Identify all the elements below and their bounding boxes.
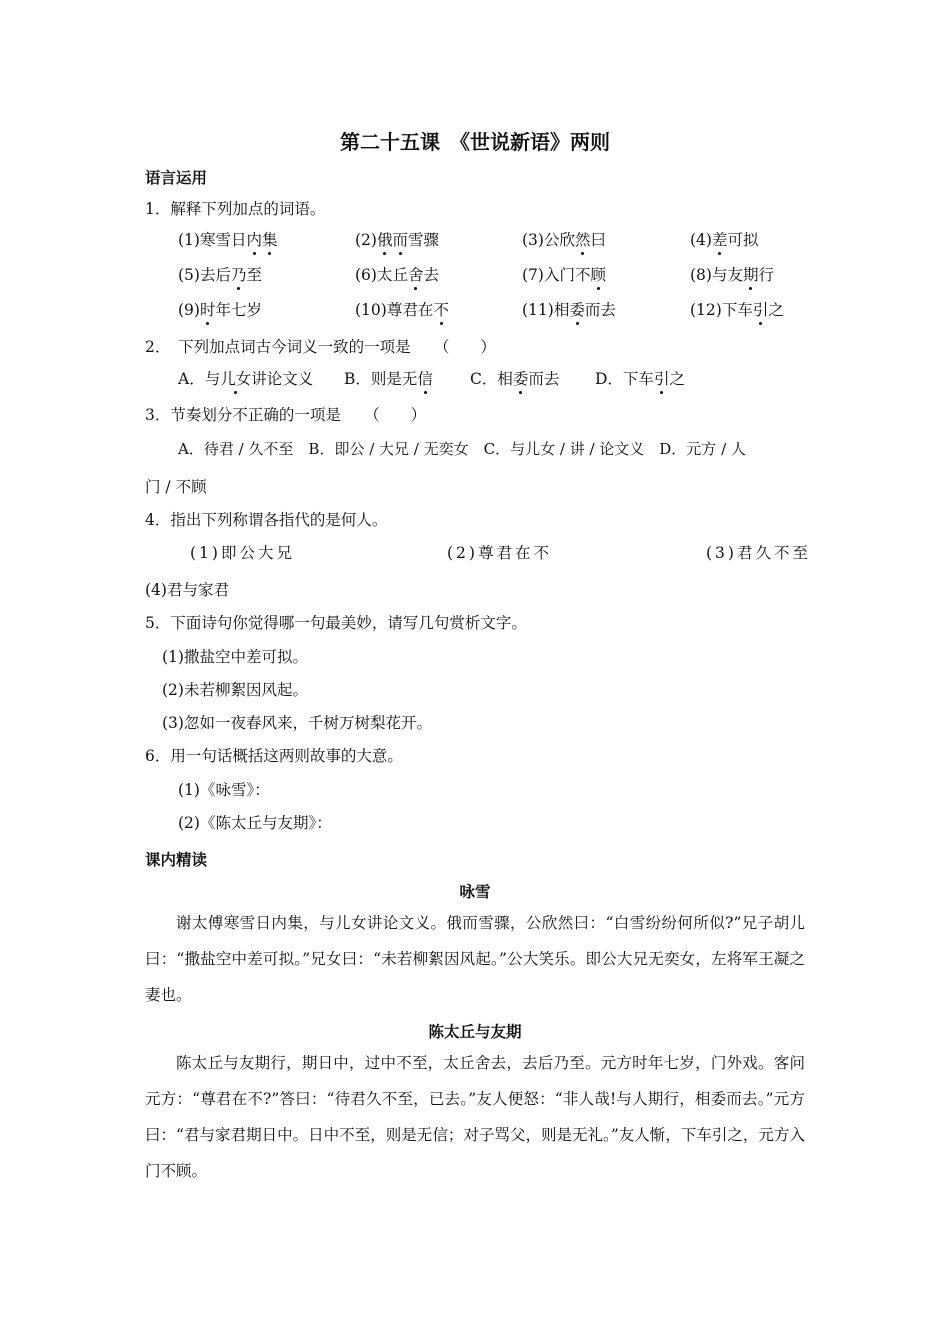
- q2-option-b: B．则是无信: [344, 370, 433, 388]
- q1-item-1: (1)寒雪日内集: [178, 231, 278, 249]
- q4-item-4: (4)君与家君: [145, 581, 229, 599]
- q1-item-6: (6)太丘舍去: [355, 266, 439, 284]
- q2-option-d: D．下车引之: [595, 370, 685, 388]
- q4-item-1: (1)即公大兄: [190, 544, 295, 562]
- q1-item-9: (9)时年七岁: [178, 301, 262, 319]
- q4-item-3: (3)君久不至: [706, 544, 811, 562]
- q5-verse-3: (3)忽如一夜春风来，千树万树梨花开。: [162, 714, 432, 732]
- q1-item-3: (3)公欣然曰: [522, 231, 606, 249]
- question-6-stem: 6．用一句话概括这两则故事的大意。: [145, 747, 403, 765]
- q4-item-2: (2)尊君在不: [447, 544, 552, 562]
- q2-option-c: C．相委而去: [470, 370, 560, 388]
- question-3-stem: 3．节奏划分不正确的一项是 （ ）: [145, 406, 427, 424]
- section-heading-language-use: 语言运用: [145, 169, 208, 187]
- story-1-text: 谢太傅寒雪日内集，与儿女讲论文义。俄而雪骤，公欣然曰：“白雪纷纷何所似?”兄子胡儿曰：“撒盐空中差可拟。”兄女曰：“未若柳絮因风起。”公大笑乐。即公大兄无奕女，左将军王凝之妻也。: [145, 914, 805, 1004]
- q1-item-12: (12)下车引之: [690, 301, 784, 319]
- question-1-stem: 1．解释下列加点的词语。: [145, 200, 326, 218]
- story-2-text: 陈太丘与友期行，期日中，过中不至，太丘舍去，去后乃至。元方时年七岁，门外戏。客问元方：“尊君在不?”答曰：“待君久不至，已去。”友人便怒：“非人哉!与人期行，相委而去。”元方曰：“君与家君期日中。日中不至，则是无信；对子骂父，则是无礼。”友人惭，下车引之，元方入门不顾。: [145, 1054, 805, 1180]
- q5-verse-2: (2)未若柳絮因风起。: [162, 681, 308, 699]
- q3-options-line1: A．待君 / 久不至 B．即公 / 大兄 / 无奕女 C．与儿女 / 讲 / 论文义 D．元方 / 人: [178, 440, 746, 458]
- q1-item-4: (4)差可拟: [690, 231, 759, 249]
- section-heading-close-reading: 课内精读: [145, 851, 208, 869]
- q2-option-a: A．与儿女讲论文义: [178, 370, 314, 388]
- question-2-stem: 2． 下列加点词古今词义一致的一项是 （ ）: [145, 338, 496, 356]
- q1-item-10: (10)尊君在不: [355, 301, 449, 319]
- q5-verse-1: (1)撒盐空中差可拟。: [162, 648, 308, 666]
- q6-item-2: (2)《陈太丘与友期》：: [178, 814, 332, 832]
- question-4-stem: 4．指出下列称谓各指代的是何人。: [145, 511, 388, 529]
- q1-item-7: (7)入门不顾: [522, 266, 606, 284]
- page-title: 第二十五课 《世说新语》两则: [340, 130, 610, 154]
- question-5-stem: 5．下面诗句你觉得哪一句最美妙，请写几句赏析文字。: [145, 614, 527, 632]
- q3-options-line2: 门 / 不顾: [145, 478, 207, 496]
- q6-item-1: (1)《咏雪》：: [178, 781, 270, 799]
- q1-item-11: (11)相委而去: [522, 301, 616, 319]
- q1-item-2: (2)俄而雪骤: [355, 231, 440, 249]
- story-1-title: 咏雪: [459, 883, 491, 901]
- story-2-title: 陈太丘与友期: [428, 1023, 522, 1041]
- q1-item-8: (8)与友期行: [690, 266, 774, 284]
- q1-item-5: (5)去后乃至: [178, 266, 262, 284]
